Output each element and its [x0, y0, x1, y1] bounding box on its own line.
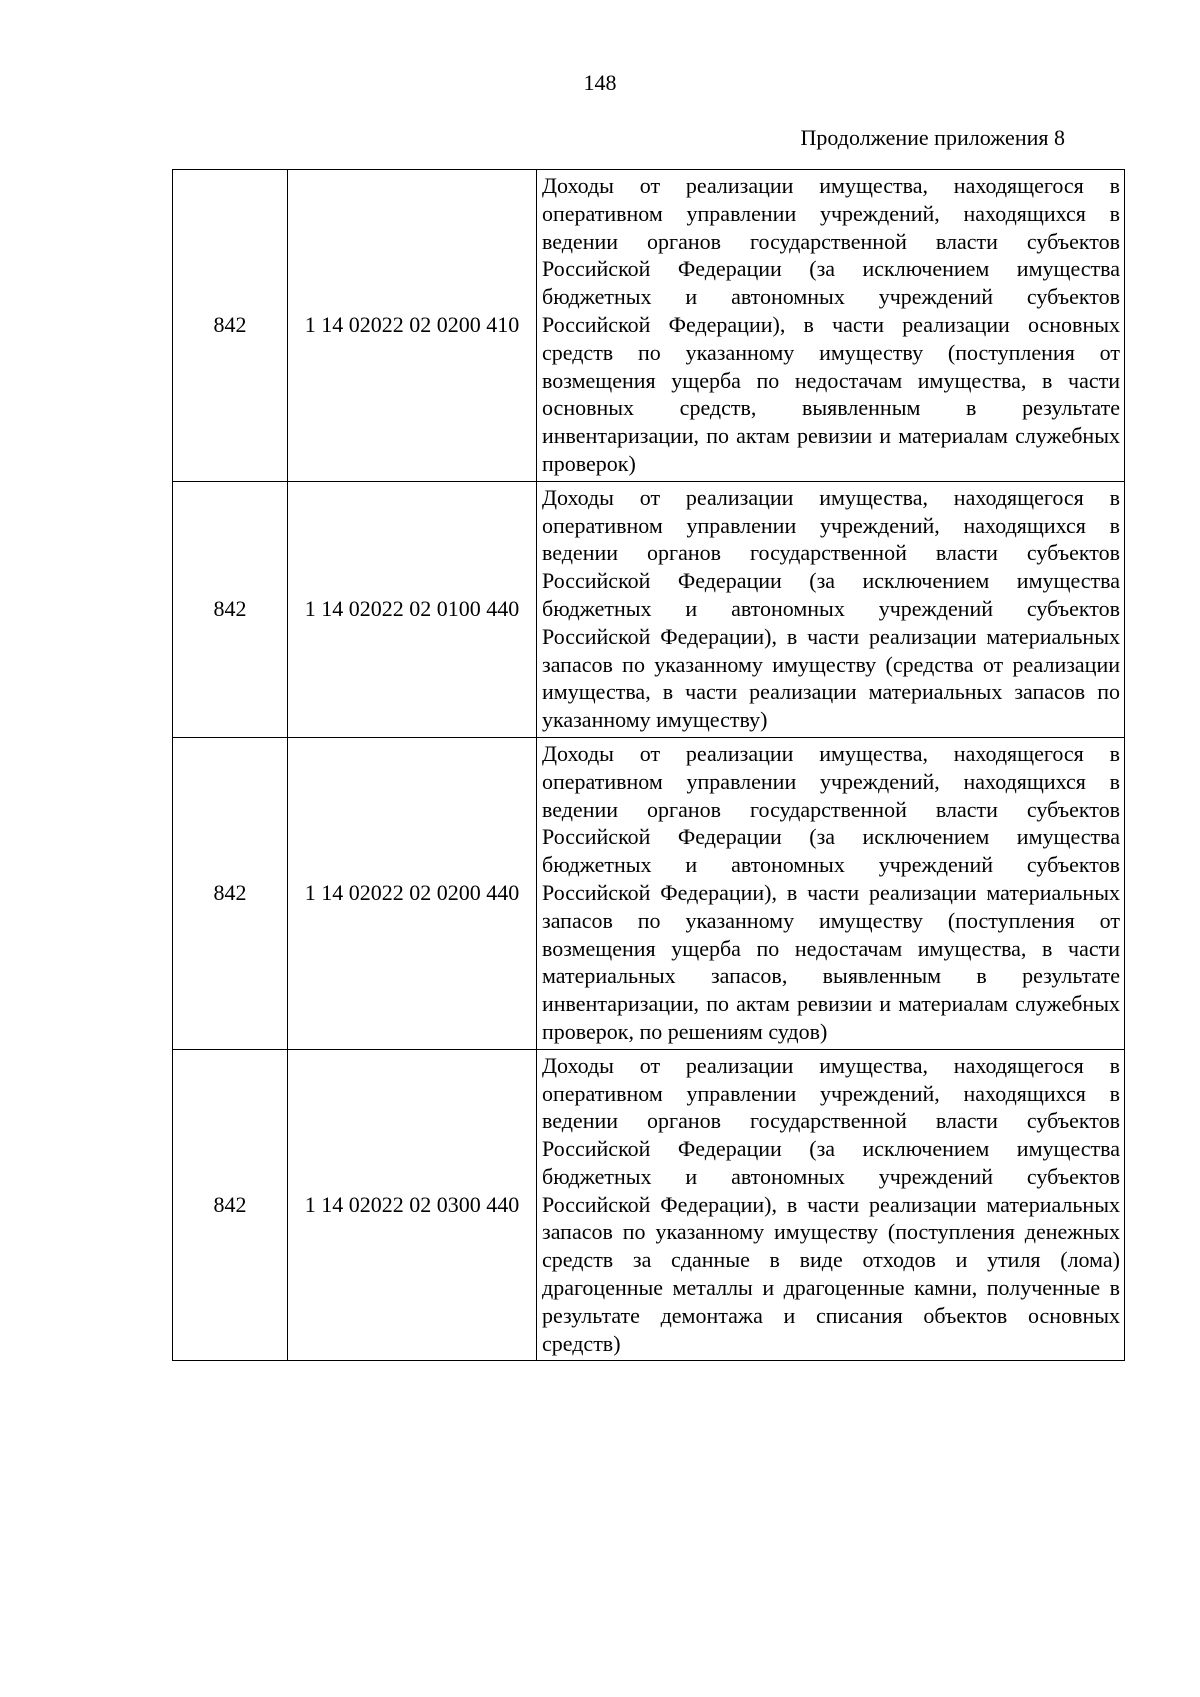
- page-number: 148: [583, 70, 617, 95]
- revenue-description-cell: Доходы от реализации имущества, находящегося в оперативном управлении учреждений, находящихся в ведении органов государственной власти субъектов Российской Федерации (за исключением имущества бюджетных и автономных учреждений субъектов Российской Федерации), в части реализации материальных запасов по указанному имуществу (поступления от возмещения ущерба по недостачам имущества, в части материальных запасов, выявленным в результате инвентаризации, по актам ревизии и материалам служебных проверок, по решениям судов): [537, 737, 1125, 1049]
- table-row: [173, 170, 1125, 482]
- admin-code-cell: 842: [173, 737, 288, 1049]
- revenue-description-cell: Доходы от реализации имущества, находящегося в оперативном управлении учреждений, находящихся в ведении органов государственной власти субъектов Российской Федерации (за исключением имущества бюджетных и автономных учреждений субъектов Российской Федерации), в части реализации основных средств по указанному имуществу (поступления от возмещения ущерба по недостачам имущества, в части основных средств, выявленным в результате инвентаризации, по актам ревизии и материалам служебных проверок): [537, 170, 1125, 482]
- admin-code-cell: 842: [173, 1049, 288, 1361]
- appendix-continuation-label: Продолжение приложения 8: [800, 125, 1065, 150]
- budget-classification-code-cell: 1 14 02022 02 0300 440: [288, 1049, 537, 1361]
- revenue-description-cell: Доходы от реализации имущества, находящегося в оперативном управлении учреждений, находящихся в ведении органов государственной власти субъектов Российской Федерации (за исключением имущества бюджетных и автономных учреждений субъектов Российской Федерации), в части реализации материальных запасов по указанному имуществу (поступления денежных средств за сданные в виде отходов и утиля (лома) драгоценные металлы и драгоценные камни, полученные в результате демонтажа и списания объектов основных средств): [537, 1049, 1125, 1361]
- table-row: [173, 1049, 1125, 1361]
- admin-code-cell: 842: [173, 481, 288, 737]
- admin-code-cell: 842: [173, 170, 288, 482]
- revenue-codes-table: [172, 169, 1125, 1361]
- revenue-description-cell: Доходы от реализации имущества, находящегося в оперативном управлении учреждений, находящихся в ведении органов государственной власти субъектов Российской Федерации (за исключением имущества бюджетных и автономных учреждений субъектов Российской Федерации), в части реализации материальных запасов по указанному имуществу (средства от реализации имущества, в части реализации материальных запасов по указанному имуществу): [537, 481, 1125, 737]
- table-row: [173, 481, 1125, 737]
- budget-classification-code-cell: 1 14 02022 02 0200 410: [288, 170, 537, 482]
- budget-classification-code-cell: 1 14 02022 02 0100 440: [288, 481, 537, 737]
- table-row: [173, 737, 1125, 1049]
- budget-classification-code-cell: 1 14 02022 02 0200 440: [288, 737, 537, 1049]
